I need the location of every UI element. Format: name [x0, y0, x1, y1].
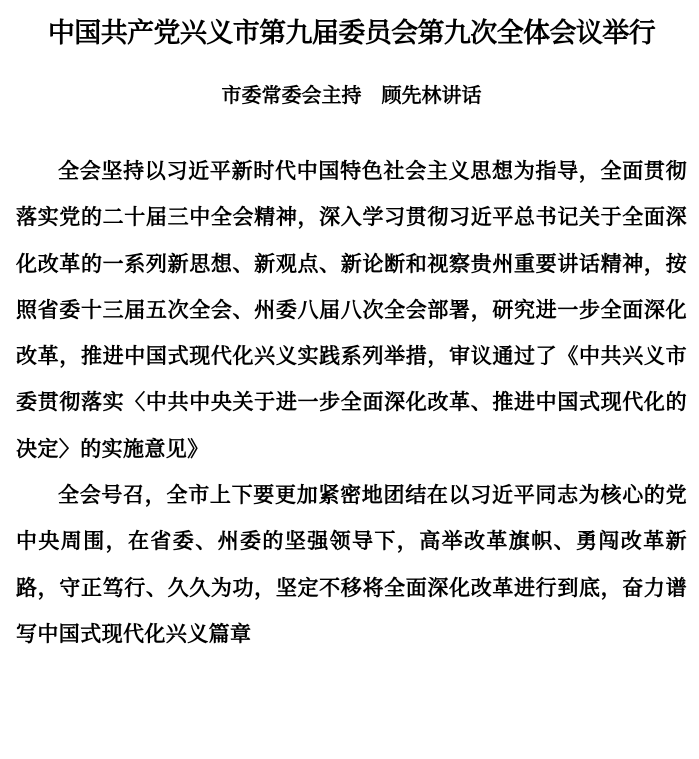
- paragraph-2: 全会号召，全市上下要更加紧密地团结在以习近平同志为核心的党中央周围，在省委、州委的坚强领导下，高举改革旗帜、勇闯改革新路，守正笃行、久久为功，坚定不移将全面深化改革进行到底，奋力谱写中国式现代化兴义篇章: [16, 482, 687, 646]
- article-subtitle: 市委常委会主持 顾先林讲话: [221, 83, 482, 107]
- article-body: [16, 148, 687, 657]
- paragraph-1: 全会坚持以习近平新时代中国特色社会主义思想为指导，全面贯彻落实党的二十届三中全会精神，深入学习贯彻习近平总书记关于全面深化改革的一系列新思想、新观点、新论断和视察贵州重要讲话精神，按照省委十三届五次全会、州委八届八次全会部署，研究进一步全面深化改革，推进中国式现代化兴义实践系列举措，审议通过了《中共兴义市委贯彻落实〈中共中央关于进一步全面深化改革、推进中国式现代化的决定〉的实施意见》: [16, 158, 687, 461]
- article-title: 中国共产党兴义市第九届委员会第九次全体会议举行: [47, 18, 656, 49]
